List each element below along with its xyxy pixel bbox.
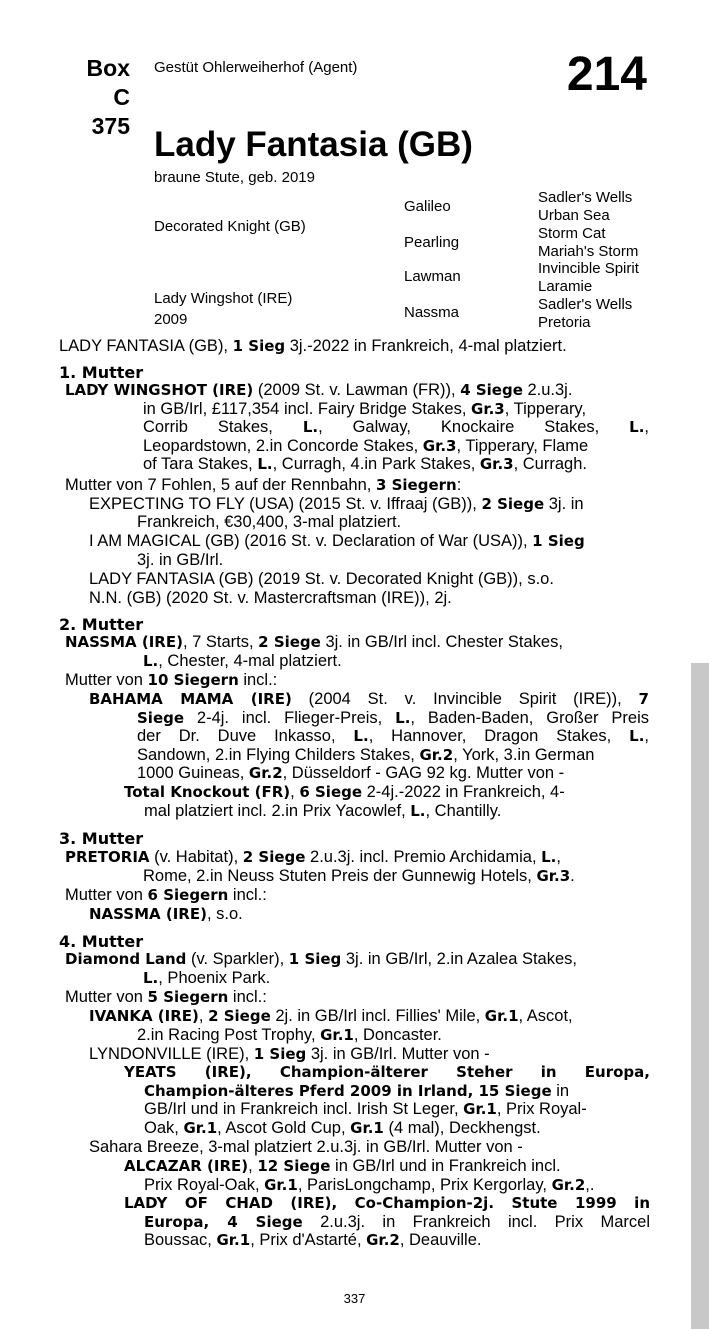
entry-text: ,: [290, 783, 300, 801]
lyndonville-line: [89, 1045, 490, 1063]
entry-text: , Deauville.: [399, 1231, 482, 1250]
offspring-2-cont: 3j. in GB/Irl.: [137, 551, 224, 569]
entry-wins: 12 Siege: [257, 1157, 331, 1175]
dam-text: , Curragh.: [513, 455, 587, 474]
grade: Gr.3: [536, 867, 571, 885]
dam-name: LADY WINGSHOT (IRE): [65, 381, 254, 399]
listed: L.: [302, 418, 319, 437]
box-label-text: Box: [86, 55, 130, 81]
horse-name-bold: Total Knockout (FR): [124, 783, 291, 801]
mutter-von-line: [65, 886, 267, 904]
horse-name: Lady Fantasia (GB): [154, 125, 473, 164]
dam-text: , Tipperary, Flame: [456, 436, 589, 455]
entry-winners: 6 Siegern: [147, 886, 229, 904]
entry-wins: 2 Siege: [242, 848, 306, 866]
entry-text: in: [551, 1082, 570, 1100]
dam-text: 2.u.3j.: [522, 381, 573, 399]
grade: Gr.2: [551, 1176, 586, 1194]
entry-text: 2.u.3j. incl. Premio Archidamia,: [305, 848, 542, 866]
entry-text: in GB/Irl und in Frankreich incl.: [330, 1157, 561, 1175]
lot-number: 214: [566, 48, 647, 101]
grade: Gr.2: [419, 745, 454, 764]
pedigree-sd: Pearling: [404, 234, 460, 251]
horse-name-bold: PRETORIA: [65, 848, 150, 866]
grade: Gr.1: [216, 1231, 251, 1250]
pedigree-sss: Sadler's Wells: [538, 189, 633, 206]
yeats-title: Champion-älteres Pferd 2009 in Irland, 15 Siege: [144, 1082, 552, 1100]
listed: L.: [629, 418, 645, 437]
listed: L.: [353, 727, 369, 746]
summary-line: [59, 337, 567, 355]
dam-entry-line1: [65, 381, 649, 399]
foals-winners: 3 Siegern: [375, 476, 457, 494]
entry-wins: 2 Siege: [208, 1007, 271, 1025]
entry-line: [144, 1231, 650, 1249]
offspring-text: 3j. in: [544, 495, 584, 513]
entry-text: .: [570, 867, 575, 885]
entry-text: Mutter von: [65, 886, 148, 904]
pedigree-dds: Sadler's Wells: [538, 296, 633, 313]
page-edge-tab: [691, 663, 709, 1329]
listed: L.: [257, 455, 273, 474]
horse-name-bold: IVANKA (IRE): [89, 1007, 199, 1025]
entry-text: ,: [248, 1157, 258, 1175]
entry-text: 3j. in GB/Irl. Mutter von -: [306, 1045, 490, 1063]
yeats-line1: YEATS (IRE), Champion-älterer Steher in Europa,: [124, 1063, 650, 1081]
entry-text: 3j. in GB/Irl, 2.in Azalea Stakes,: [341, 950, 577, 968]
entry-wins: Siege: [137, 709, 185, 727]
grade: Gr.1: [183, 1118, 218, 1137]
entry-text: 2j. in GB/Irl incl. Fillies' Mile,: [270, 1007, 485, 1025]
nassma-line2: [143, 652, 342, 670]
entry-wins: 1 Sieg: [253, 1045, 307, 1063]
entry-text: , Baden-Baden, Großer Preis: [410, 709, 650, 727]
bahama-body: [137, 709, 649, 783]
entry-line: [144, 1082, 650, 1100]
grade: Gr.1: [463, 1100, 497, 1119]
horse-name-bold: NASSMA (IRE): [89, 905, 207, 923]
foals-text: :: [456, 476, 462, 494]
entry-text: ,.: [585, 1176, 595, 1194]
entry-line: [137, 764, 649, 782]
entry-text: , Prix Royal-: [496, 1100, 587, 1119]
foals-text: Mutter von 7 Fohlen, 5 auf der Rennbahn,: [65, 476, 376, 494]
entry-text: Oak,: [144, 1118, 184, 1137]
page-number: 337: [343, 1291, 366, 1306]
entry-text: Mutter von: [65, 988, 148, 1006]
entry-line: [137, 709, 649, 727]
lady-of-chad-title: Europa, 4 Siege: [144, 1213, 303, 1231]
entry-winners: 10 Siegern: [147, 671, 239, 689]
section-heading-mutter-3: 3. Mutter: [59, 829, 144, 848]
listed: L.: [410, 802, 426, 820]
dam-text: in GB/Irl, £117,354 incl. Fairy Bridge Stakes,: [143, 400, 472, 418]
entry-text: Prix Royal-Oak,: [144, 1176, 265, 1194]
pedigree-ssd: Urban Sea: [538, 207, 610, 224]
summary-wins: 1 Sieg: [232, 337, 286, 355]
alcazar-line2: [144, 1176, 594, 1194]
entry-text: , s.o.: [206, 905, 243, 923]
box-label: [78, 54, 130, 141]
offspring-1: [89, 495, 584, 513]
offspring-wins: 2 Siege: [481, 495, 545, 513]
total-knockout-line2: [144, 802, 501, 820]
nassma-ref: [89, 905, 243, 923]
dam-text: Leopardstown, 2.in Concorde Stakes,: [143, 436, 423, 455]
entry-text: 2-4j.-2022 in Frankreich, 4-: [362, 783, 565, 801]
listed: L.: [143, 969, 159, 987]
nassma-line1: [65, 633, 563, 651]
entry-wins: 1 Sieg: [288, 950, 342, 968]
entry-text: , Chantilly.: [425, 802, 502, 820]
pedigree-ds: Lawman: [404, 268, 461, 285]
entry-text: ,: [556, 848, 561, 866]
offspring-wins: 1 Sieg: [532, 532, 585, 550]
section-heading-mutter-1: 1. Mutter: [59, 363, 144, 382]
mutter-von-line: [65, 988, 267, 1006]
dam-text: , Curragh, 4.in Park Stakes,: [272, 455, 480, 474]
horse-name-bold: NASSMA (IRE): [65, 633, 183, 651]
entry-text: mal platziert incl. 2.in Prix Yacowlef,: [144, 802, 411, 820]
entry-line: [144, 1100, 650, 1118]
entry-line: [144, 1119, 650, 1137]
entry-text: , Chester, 4-mal platziert.: [158, 652, 342, 670]
dam-text: (2009 St. v. Lawman (FR)),: [253, 381, 461, 399]
entry-text: , York, 3.in German: [453, 745, 595, 764]
dam-text: , Galway, Knockaire Stakes,: [318, 418, 630, 437]
entry-text: , Ascot Gold Cup,: [217, 1118, 351, 1137]
ivanka-line2: [137, 1026, 442, 1044]
pedigree-sds: Storm Cat: [538, 225, 606, 242]
agent-name: Gestüt Ohlerweiherhof (Agent): [154, 59, 358, 76]
pedigree-ddd: Pretoria: [538, 314, 591, 331]
grade: Gr.3: [471, 400, 505, 418]
entry-text: LYNDONVILLE (IRE),: [89, 1045, 254, 1063]
listed: L.: [629, 727, 645, 746]
entry-text: , Prix d'Astarté,: [250, 1231, 367, 1250]
grade: Gr.3: [479, 455, 514, 474]
box-number: C 375: [91, 84, 130, 139]
entry-text: GB/Irl und in Frankreich incl. Irish St Leger,: [144, 1100, 464, 1119]
dam-entry-body: [143, 400, 649, 474]
dam-line: [143, 418, 649, 436]
pedigree-ss: Galileo: [404, 198, 451, 215]
entry-winners: 5 Siegern: [147, 988, 229, 1006]
offspring-text: EXPECTING TO FLY (USA) (2015 St. v. Iffraaj (GB)),: [89, 495, 482, 513]
dam-text: , Tipperary,: [504, 400, 587, 418]
offspring-4: N.N. (GB) (2020 St. v. Mastercraftsman (IRE)), 2j.: [89, 589, 452, 607]
ivanka-line1: [89, 1007, 573, 1025]
entry-text: 2-4j. incl. Flieger-Preis,: [184, 709, 396, 727]
entry-line: [137, 746, 649, 764]
dam-line: [143, 400, 649, 418]
section-heading-mutter-2: 2. Mutter: [59, 615, 144, 634]
offspring-3: LADY FANTASIA (GB) (2019 St. v. Decorated Knight (GB)), s.o.: [89, 570, 554, 588]
horse-description: braune Stute, geb. 2019: [154, 169, 315, 186]
pedigree-dd: Nassma: [404, 304, 460, 321]
pedigree-dss: Invincible Spirit: [538, 260, 639, 277]
entry-text: 2.u.3j. in Frankreich incl. Prix Marcel: [302, 1213, 650, 1231]
pedigree-dam: Lady Wingshot (IRE): [154, 290, 293, 307]
section-heading-mutter-4: 4. Mutter: [59, 932, 144, 951]
entry-text: , Ascot,: [518, 1007, 573, 1025]
summary-text: LADY FANTASIA (GB),: [59, 337, 233, 355]
entry-text: incl.:: [238, 671, 278, 689]
grade: Gr.2: [366, 1231, 400, 1250]
entry-text: (2004 St. v. Invincible Spirit (IRE)),: [291, 690, 639, 708]
listed: L.: [395, 709, 411, 727]
entry-text: ,: [644, 727, 649, 746]
entry-text: (v. Sparkler),: [186, 950, 289, 968]
pedigree-dam-year: 2009: [154, 311, 188, 328]
dam-wins: 4 Siege: [460, 381, 523, 399]
dam-line: [143, 437, 649, 455]
entry-text: , Doncaster.: [353, 1026, 442, 1044]
lady-of-chad-entry: [124, 1194, 650, 1212]
entry-wins: 2 Siege: [258, 633, 321, 651]
horse-name-bold: BAHAMA MAMA (IRE): [89, 690, 292, 708]
offspring-text: I AM MAGICAL (GB) (2016 St. v. Declaration of War (USA)),: [89, 532, 533, 550]
lady-of-chad-line1: LADY OF CHAD (IRE), Co-Champion-2j. Stute 1999 in: [124, 1194, 650, 1212]
entry-text: Sandown, 2.in Flying Childers Stakes,: [137, 745, 420, 764]
grade: Gr.1: [320, 1026, 354, 1044]
pretoria-line1: [65, 848, 561, 866]
listed: L.: [541, 848, 557, 866]
listed: L.: [143, 652, 159, 670]
grade: Gr.1: [350, 1118, 384, 1137]
diamond-line1: [65, 950, 577, 968]
dam-text: ,: [644, 418, 650, 437]
entry-text: , Phoenix Park.: [158, 969, 271, 987]
yeats-entry: [124, 1063, 650, 1081]
grade: Gr.3: [422, 436, 457, 455]
entry-wins: 7: [638, 690, 649, 708]
entry-text: incl.:: [228, 988, 267, 1006]
entry-text: Mutter von: [65, 671, 148, 689]
yeats-body: [144, 1082, 650, 1137]
entry-line: [144, 1213, 650, 1231]
dam-line: [143, 455, 649, 473]
entry-text: , Düsseldorf - GAG 92 kg. Mutter von -: [282, 764, 565, 783]
entry-text: , ParisLongchamp, Prix Kergorlay,: [297, 1176, 552, 1194]
dam-text: of Tara Stakes,: [143, 455, 258, 474]
entry-text: , 7 Starts,: [182, 633, 259, 651]
sahara-breeze-line: Sahara Breeze, 3-mal platziert 2.u.3j. in GB/Irl. Mutter von -: [89, 1138, 523, 1156]
alcazar-line1: [124, 1157, 561, 1175]
grade: Gr.1: [484, 1007, 519, 1025]
horse-name-bold: Diamond Land: [65, 950, 187, 968]
dam-text: Corrib Stakes,: [143, 418, 303, 437]
mutter-von-line: [65, 671, 277, 689]
bahama-line1: [89, 690, 649, 708]
pretoria-line2: [143, 867, 575, 885]
offspring-1-cont: Frankreich, €30,400, 3-mal platziert.: [137, 513, 402, 531]
entry-text: Rome, 2.in Neuss Stuten Preis der Gunnewig Hotels,: [143, 867, 537, 885]
pedigree-dsd: Laramie: [538, 278, 593, 295]
foals-line: [65, 476, 461, 494]
entry-text: 2.in Racing Post Trophy,: [137, 1026, 321, 1044]
entry-text: 3j. in GB/Irl incl. Chester Stakes,: [320, 633, 563, 651]
diamond-line2: [143, 969, 270, 987]
entry-text: (4 mal), Deckhengst.: [383, 1118, 541, 1137]
entry-text: Boussac,: [144, 1231, 217, 1250]
pedigree-sire: Decorated Knight (GB): [154, 218, 306, 235]
horse-name-bold: ALCAZAR (IRE): [124, 1157, 249, 1175]
entry-line: [137, 727, 649, 745]
grade: Gr.1: [264, 1176, 298, 1194]
entry-text: 1000 Guineas,: [137, 764, 249, 783]
entry-text: ,: [198, 1007, 209, 1025]
entry-wins: 6 Siege: [299, 783, 363, 801]
lady-of-chad-body: [144, 1213, 650, 1250]
entry-text: incl.:: [228, 886, 267, 904]
offspring-2: [89, 532, 585, 550]
entry-text: (v. Habitat),: [149, 848, 243, 866]
pedigree-sdd: Mariah's Storm: [538, 243, 639, 260]
grade: Gr.2: [248, 764, 283, 783]
summary-text-end: 3j.-2022 in Frankreich, 4-mal platziert.: [285, 337, 567, 355]
entry-text: , Hannover, Dragon Stakes,: [368, 727, 630, 746]
entry-text: der Dr. Duve Inkasso,: [137, 727, 354, 746]
total-knockout-line1: [124, 783, 565, 801]
